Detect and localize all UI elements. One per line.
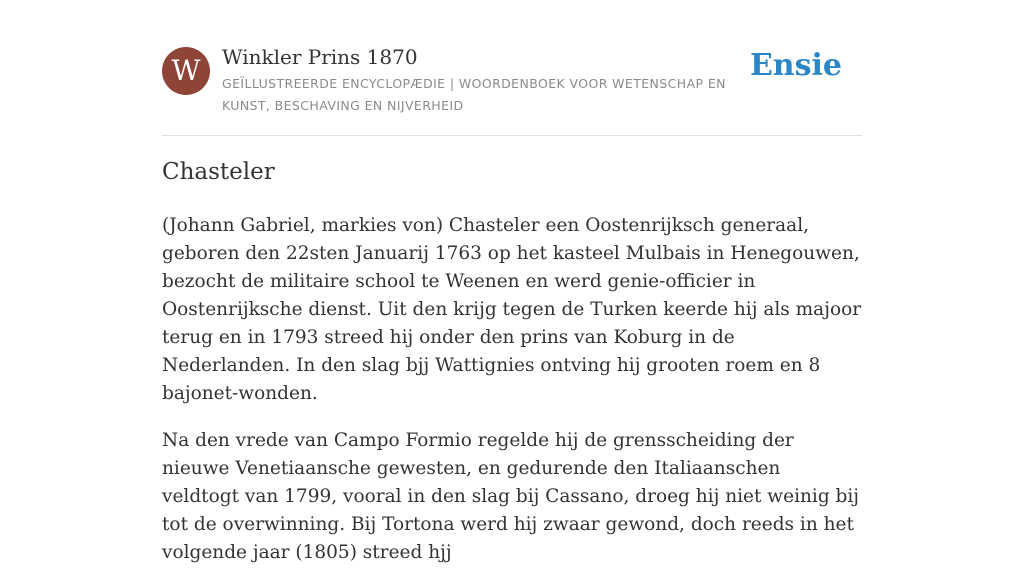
article-body xyxy=(162,212,862,586)
article-title: Chasteler xyxy=(162,159,275,185)
source-title[interactable]: Winkler Prins 1870 xyxy=(222,45,418,69)
article-paragraph: (Johann Gabriel, markies von) Chasteler een Oostenrijksch generaal, geboren den 22sten Januarij 1763 op het kasteel Mulbais in Henegouwen, bezocht de militaire school te Weenen en werd genie-officier in Oostenrijksche dienst. Uit den krijg tegen de Turken keerde hij als majoor terug en in 1793 streed hij onder den prins van Koburg in de Nederlanden. In den slag bjj Wattignies ontving hij grooten roem en 8 bajonet-wonden. xyxy=(162,215,862,404)
source-subtitle: GEÏLLUSTREERDE ENCYCLOPÆDIE | WOORDENBOEK VOOR WETENSCHAP EN KUNST, BESCHAVING EN NIJVERHEID xyxy=(222,76,726,113)
content-container xyxy=(162,0,862,563)
article-paragraph: Na den vrede van Campo Formio regelde hij de grensscheiding der nieuwe Venetiaansche gewesten, en gedurende den Italiaanschen veldtogt van 1799, vooral in den slag bij Cassano, droeg hij niet weinig bij tot de overwinning. Bij Tortona werd hij zwaar gewond, doch reeds in het volgende jaar (1805) streed hjj xyxy=(162,430,860,563)
ensie-logo-link[interactable]: Ensie xyxy=(749,48,842,83)
source-header xyxy=(162,0,862,136)
source-avatar[interactable]: W xyxy=(162,47,210,95)
